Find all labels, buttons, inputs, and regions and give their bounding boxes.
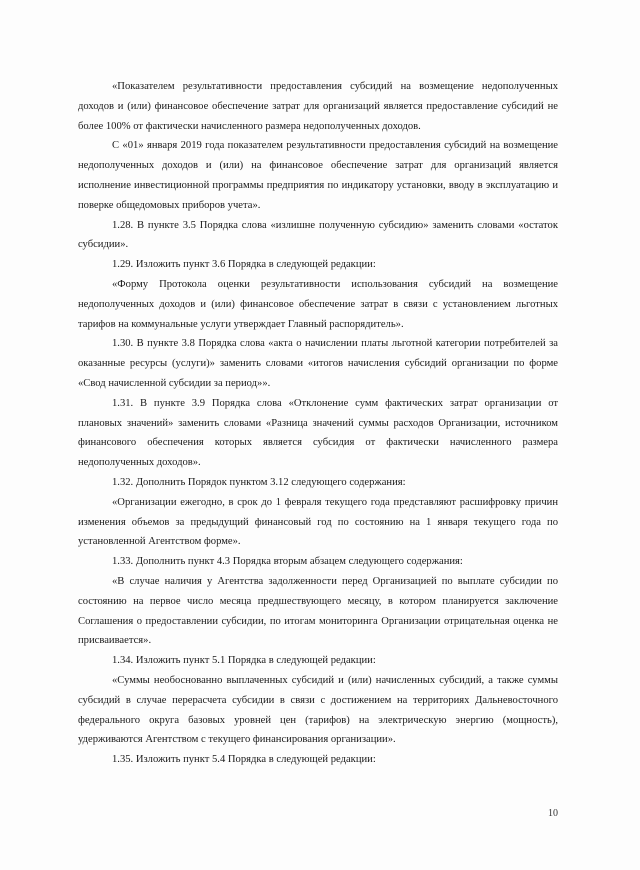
paragraph-item-1-33: 1.33. Дополнить пункт 4.3 Порядка вторым абзацем следующего содержания:: [112, 556, 463, 568]
paragraph-2019-indicator: С «01» января 2019 года показателем результативности предоставления субсидий на возмещение недополученных доходов и (или) на финансовое обеспечение затрат для организаций является исполнение инвестиционной программы предприятия по индикатору установки, вводу в эксплуатацию и поверке общедомовых приборов учета».: [78, 140, 558, 211]
paragraph-unjustified-subsidies: «Суммы необоснованно выплаченных субсидий и (или) начисленных субсидий, а также суммы субсидий в случае перерасчета субсидии в связи с достижением на территориях Дальневосточного федерального округа базовых уровней цен (тарифов) на электрическую энергию (мощность), удерживаются Агентством с текущего финансирования организации».: [78, 674, 558, 746]
paragraph-protocol-form: «Форму Протокола оценки результативности использования субсидий на возмещение недополученных доходов и (или) финансовое обеспечение затрат в связи с установлением льготных тарифов на коммунальные услуги утверждает Главный распорядитель».: [78, 278, 558, 330]
paragraph-agency-debt: «В случае наличия у Агентства задолженности перед Организацией по выплате субсидии по состоянию на первое число месяца предшествующего месяцу, в котором планируется заключение Соглашения о предоставлении субсидии, по итогам мониторинга Организации отрицательная оценка не присваивается».: [78, 575, 558, 647]
paragraph-item-1-28: 1.28. В пункте 3.5 Порядка слова «излишне полученную субсидию» заменить словами «остаток субсидии».: [78, 219, 558, 251]
document-body: [78, 77, 558, 770]
paragraph-item-1-30: 1.30. В пункте 3.8 Порядка слова «акта о начислении платы льготной категории потребителей за оказанные ресурсы (услуги)» заменить словами «итогов начисления субсидий организации по форме «Свод начисленной субсидии за период»».: [78, 338, 558, 389]
page-number: 10: [548, 808, 558, 819]
paragraph-item-1-32: 1.32. Дополнить Порядок пунктом 3.12 следующего содержания:: [112, 476, 406, 488]
paragraph-item-1-34: 1.34. Изложить пункт 5.1 Порядка в следующей редакции:: [112, 655, 376, 667]
paragraph-item-1-35: 1.35. Изложить пункт 5.4 Порядка в следующей редакции:: [112, 754, 376, 766]
paragraph-performance-indicator: «Показателем результативности предоставления субсидий на возмещение недополученных доходов и (или) финансовое обеспечение затрат для организаций является предоставление субсидий не более 100% от фактически начисленного размера недополученных доходов.: [78, 81, 558, 132]
paragraph-item-1-31: 1.31. В пункте 3.9 Порядка слова «Отклонение сумм фактических затрат организации от плановых значений» заменить словами «Разница значений суммы расходов Организации, источником финансового обеспечения которых является субсидия от фактически начисленного размера недополученных доходов».: [78, 397, 558, 469]
paragraph-item-1-29: 1.29. Изложить пункт 3.6 Порядка в следующей редакции:: [112, 259, 376, 271]
paragraph-organizations-annual: «Организации ежегодно, в срок до 1 февраля текущего года представляют расшифровку причин изменения объемов за предыдущий финансовый год по состоянию на 1 января текущего года по установленной Агентством форме».: [78, 496, 558, 548]
